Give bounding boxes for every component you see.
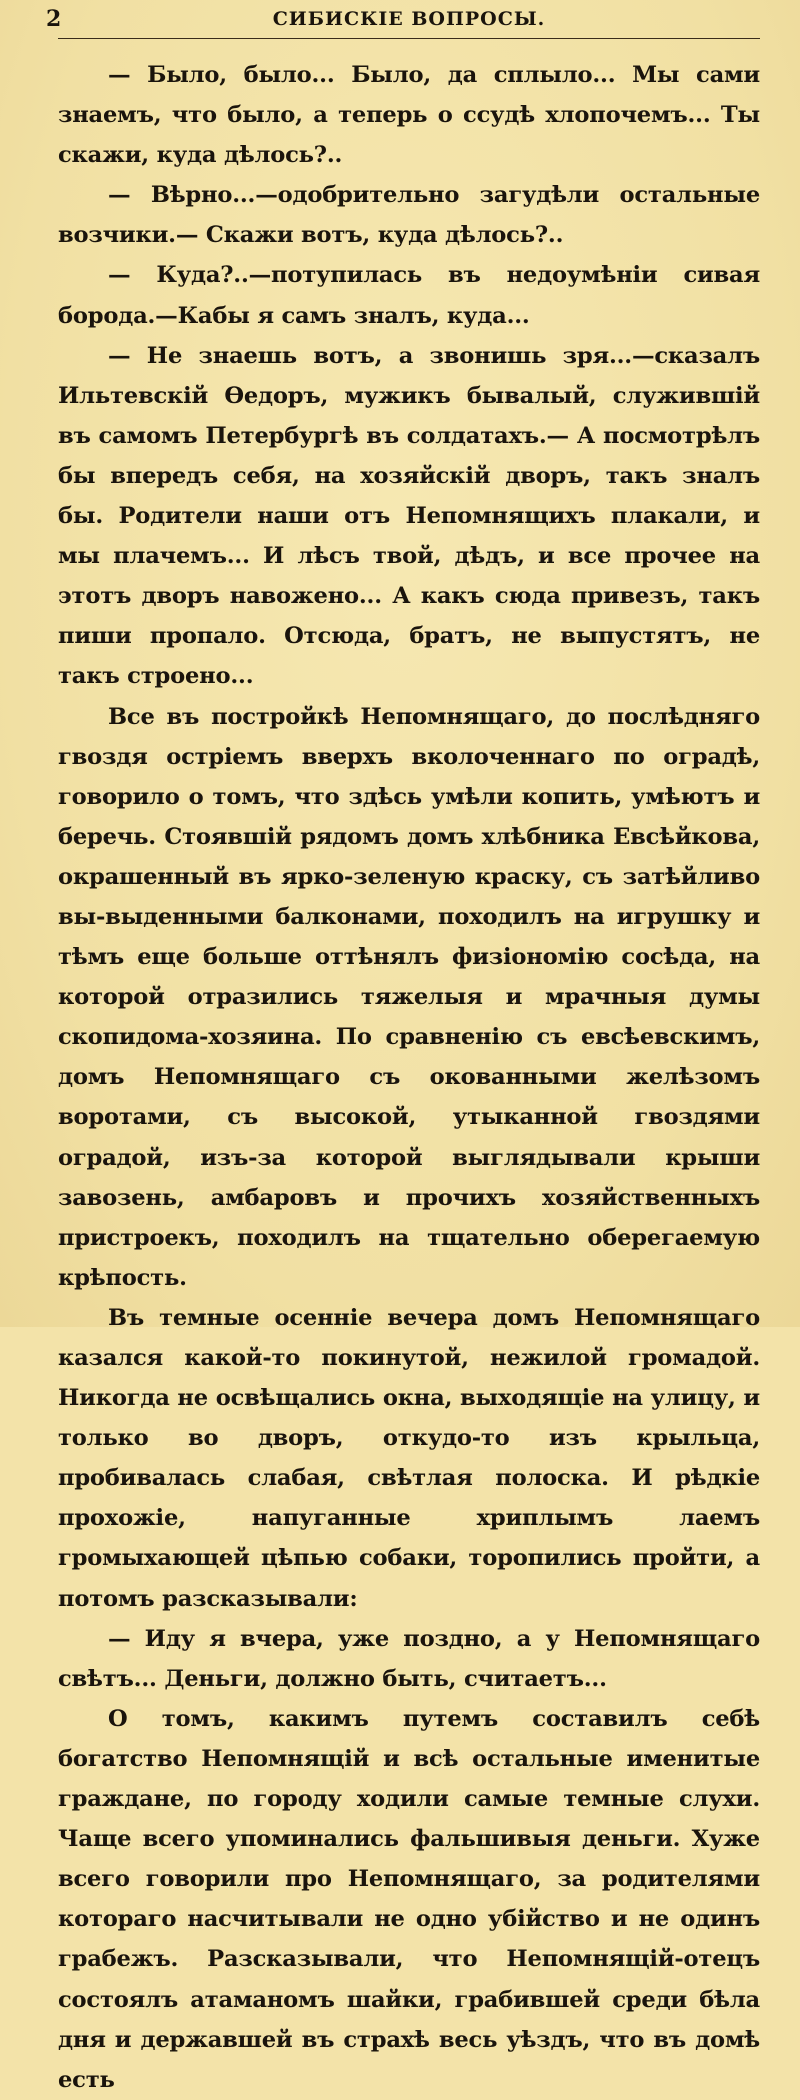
paragraph: Въ темные осенніе вечера домъ Непомнящаго казался какой-то покинутой, нежилой громадой. Никогда не освѣщались окна, выходящіе на улицу, и только во дворъ, откудо-то изъ крыльца, пробивалась слабая, свѣтлая полоска. И рѣдкіе прохожіе, напуганные хриплымъ лаемъ громыхающей цѣпью собаки, торопились пройти, а потомъ разсказывали: xyxy=(58,1304,760,1612)
paragraph: — Иду я вчера, уже поздно, а у Непомнящаго свѣтъ... Деньги, должно быть, считаетъ... xyxy=(58,1625,760,1692)
running-title: СИБИСКІЕ ВОПРОСЫ. xyxy=(272,8,546,30)
paragraph: — Куда?..—потупилась въ недоумѣніи сивая борода.—Кабы я самъ зналъ, куда... xyxy=(58,262,760,329)
paragraph: — Вѣрно...—одобрительно загудѣли остальные возчики.— Скажи вотъ, куда дѣлось?.. xyxy=(58,182,760,249)
page-header xyxy=(46,0,760,39)
paragraph: О томъ, какимъ путемъ составилъ себѣ богатство Непомнящій и всѣ остальные именитые граждане, по городу ходили самые темные слухи. Чаще всего упоминались фальшивыя деньги. Хуже всего говорили про Непомнящаго, за родителями котораго насчитывали не одно убійство и не одинъ грабежъ. Разсказывали, что Непомнящій-отецъ состоялъ атаманомъ шайки, грабившей среди бѣла дня и державшей въ страхѣ весь уѣздъ, что въ домѣ есть xyxy=(58,1705,760,2093)
paragraph: — Было, было... Было, да сплыло... Мы сами знаемъ, что было, а теперь о ссудѣ хлопочемъ... Ты скажи, куда дѣлось?.. xyxy=(58,62,760,169)
paragraph: — Не знаешь вотъ, а звонишь зря...—сказалъ Ильтевскій Ѳедоръ, мужикъ бывалый, служившій въ самомъ Петербургѣ въ солдатахъ.— А посмотрѣлъ бы впередъ себя, на хозяйскій дворъ, такъ зналъ бы. Родители наши отъ Непомнящихъ плакали, и мы плачемъ... И лѣсъ твой, дѣдъ, и все прочее на этотъ дворъ навожено... А какъ сюда привезъ, такъ пиши пропало. Отсюда, братъ, не выпустятъ, не такъ строено... xyxy=(58,342,760,690)
page-body xyxy=(58,55,760,2100)
page-number: 2 xyxy=(46,6,62,32)
paragraph: Все въ постройкѣ Непомнящаго, до послѣдняго гвоздя остріемъ вверхъ вколоченнаго по оградѣ, говорило о томъ, что здѣсь умѣли копить, умѣютъ и беречь. Стоявшій рядомъ домъ хлѣбника Евсѣйкова, окрашенный въ ярко-зеленую краску, съ затѣйливо вы-выденными балконами, походилъ на игрушку и тѣмъ еще больше оттѣнялъ физіономію сосѣда, на которой отразились тяжелыя и мрачныя думы скопидома-хозяина. По сравненію съ евсѣевскимъ, домъ Непомнящаго съ окованными желѣзомъ воротами, съ высокой, утыканной гвоздями оградой, изъ-за которой выглядывали крыши завозень, амбаровъ и прочихъ хозяйственныхъ пристроекъ, походилъ на тщательно оберегаемую крѣпость. xyxy=(58,703,760,1291)
